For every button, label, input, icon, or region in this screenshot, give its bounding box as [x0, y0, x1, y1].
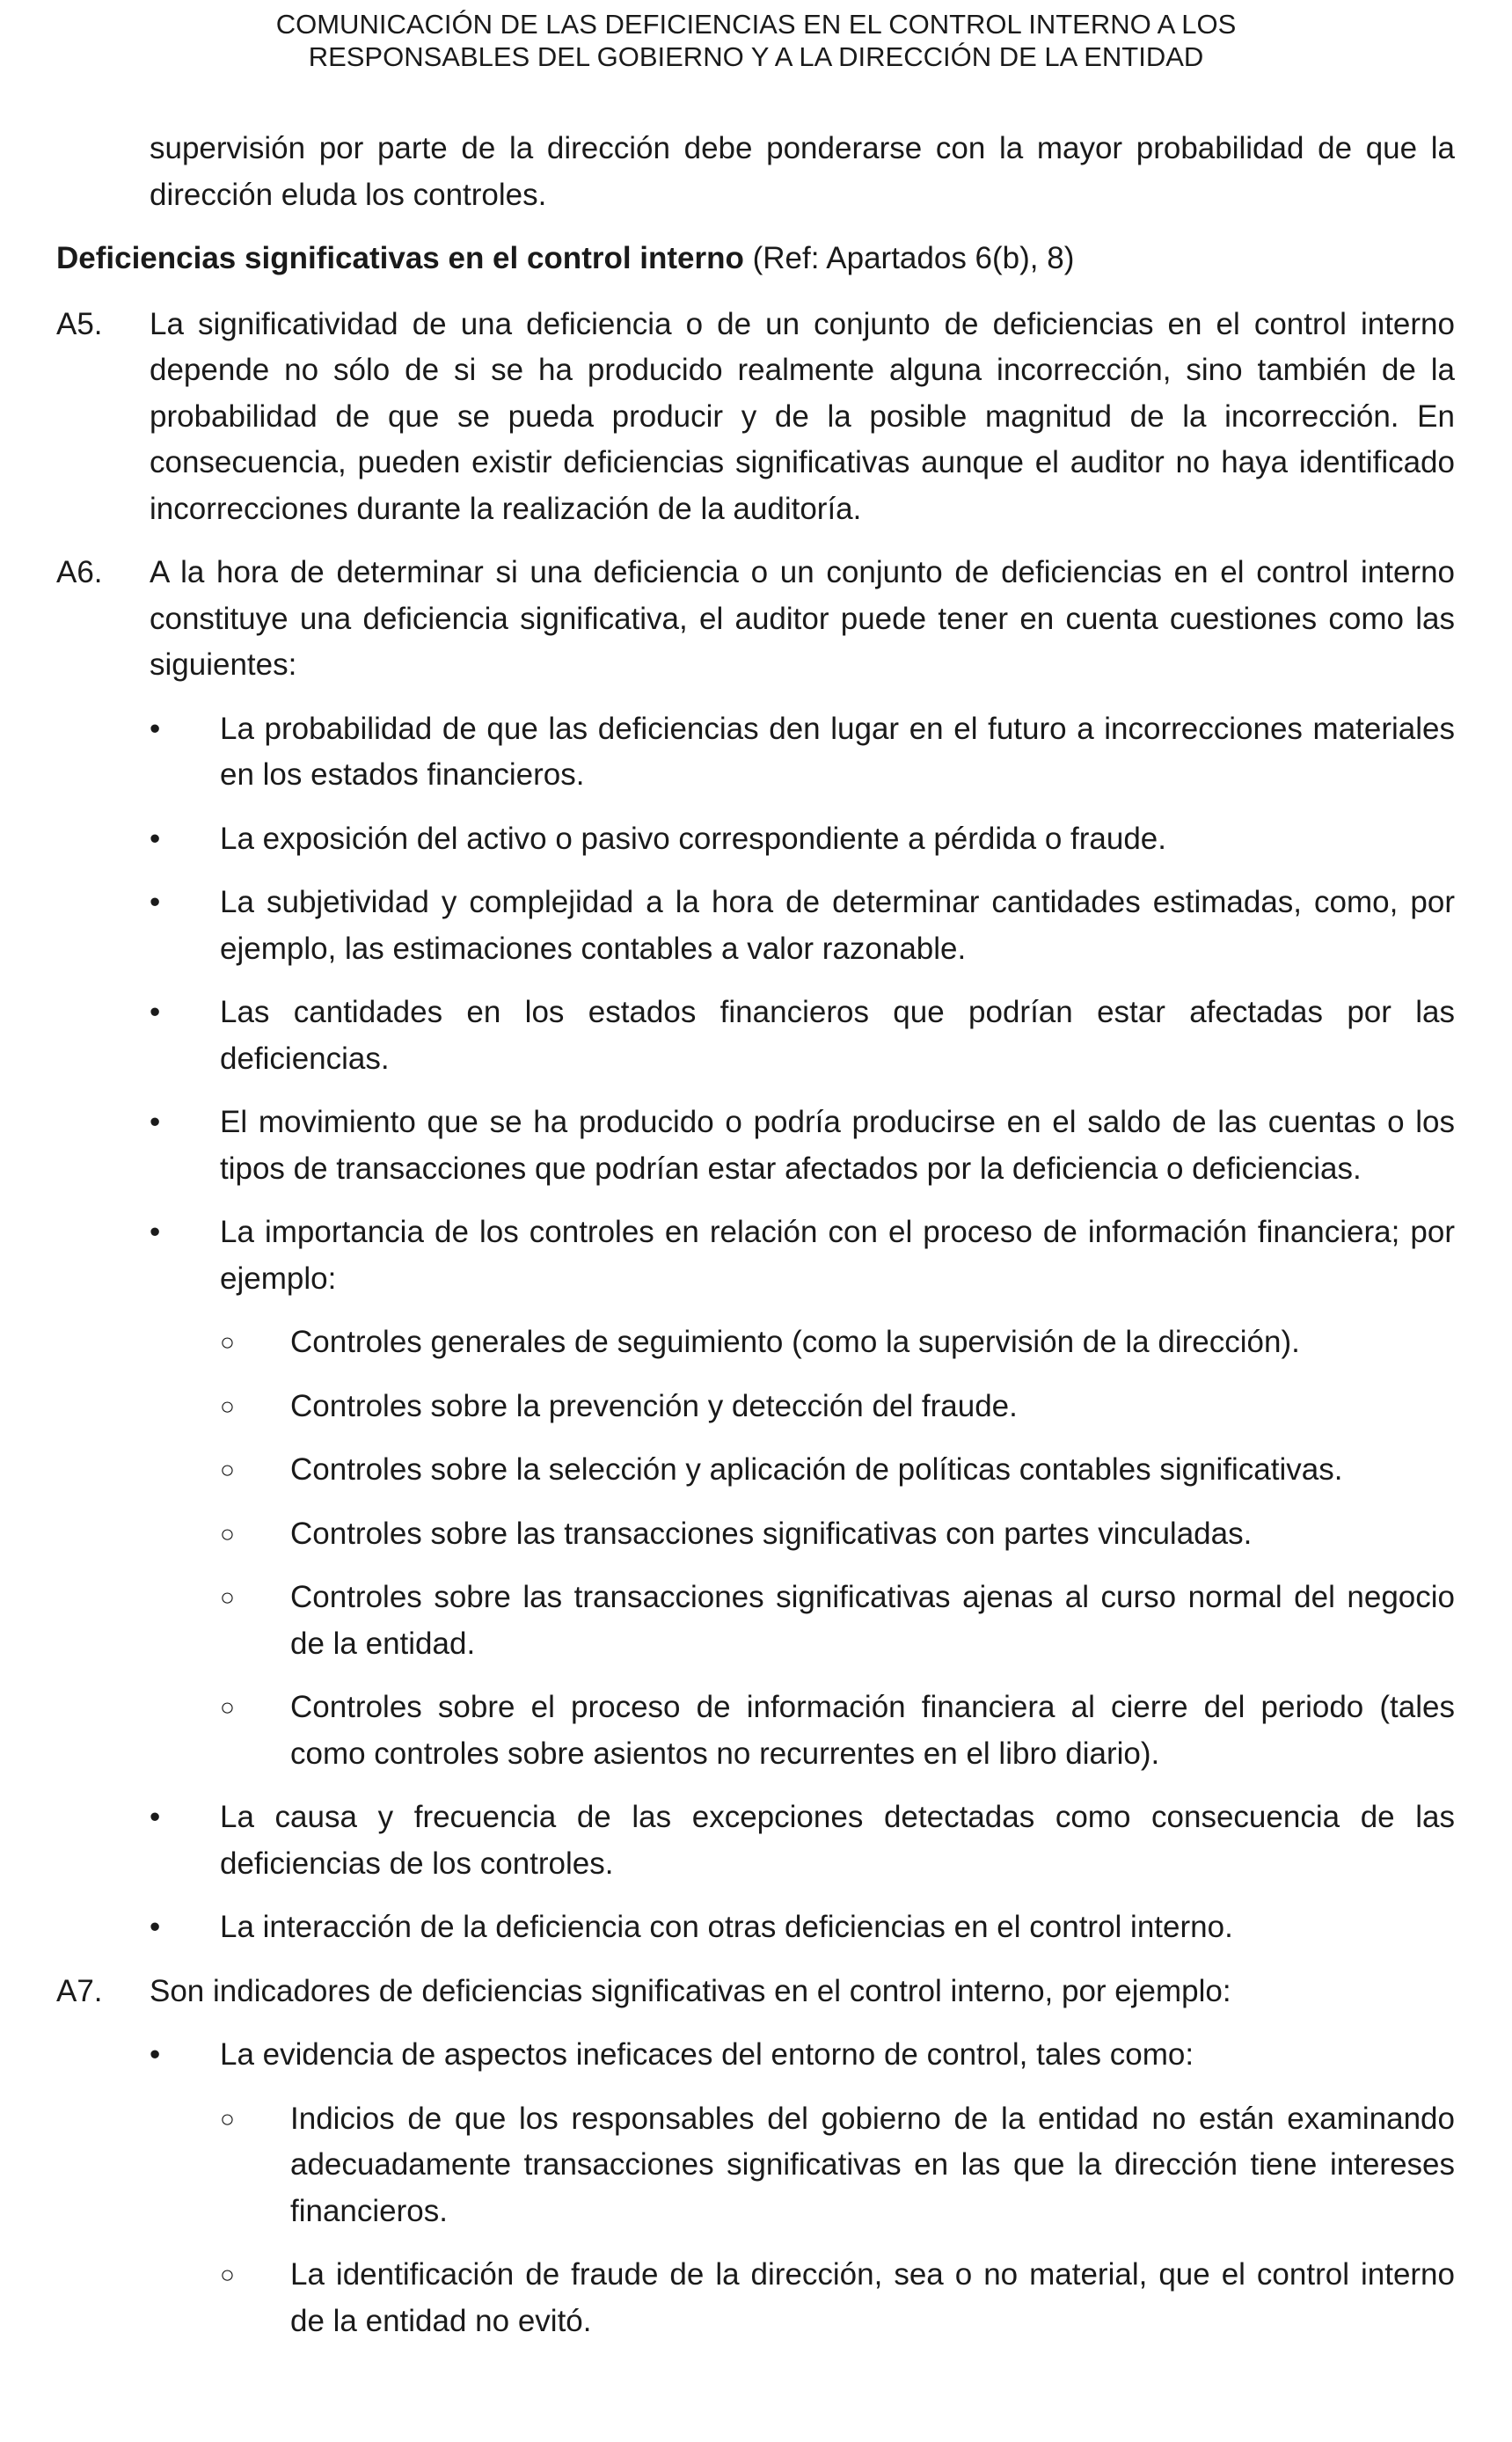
sub-bullet-marker: ○	[220, 1693, 235, 1721]
page-header	[0, 0, 1512, 73]
sub-list-item	[220, 2252, 1455, 2344]
paragraph-number: A6.	[56, 555, 103, 589]
list-item-text: La exposición del activo o pasivo correspondiente a pérdida o fraude.	[220, 821, 1166, 856]
list-item	[150, 706, 1455, 799]
list-item-text: Las cantidades en los estados financieros que podrían estar afectadas por las deficiencias.	[220, 995, 1455, 1076]
sub-list-item-text: La identificación de fraude de la dirección, sea o no material, que el control interno de la entidad no evitó.	[290, 2257, 1455, 2338]
header-line-1: COMUNICACIÓN DE LAS DEFICIENCIAS EN EL CONTROL INTERNO A LOS	[275, 9, 1237, 40]
sub-list-item	[220, 1511, 1455, 1558]
sub-list-item	[220, 1384, 1455, 1430]
sub-bullet-marker: ○	[220, 1456, 235, 1483]
sub-list-item-text: Controles sobre la prevención y detección del fraude.	[290, 1388, 1018, 1423]
bullet-marker: •	[150, 711, 161, 746]
paragraph-text: A la hora de determinar si una deficiencia o un conjunto de deficiencias en el control interno constituye una deficiencia significativa, el auditor puede tener en cuenta cuestiones como las siguientes:	[150, 555, 1455, 682]
bullet-marker: •	[150, 821, 161, 856]
sub-list-item	[220, 1320, 1455, 1366]
sub-bullet-marker: ○	[220, 1328, 235, 1356]
list-item	[150, 880, 1455, 972]
paragraph-number: A7.	[56, 1973, 103, 2008]
sub-list-item-text: Controles sobre la selección y aplicación de políticas contables significativas.	[290, 1452, 1343, 1487]
list-item-text: La subjetividad y complejidad a la hora de determinar cantidades estimadas, como, por ejemplo, las estimaciones contables a valor razonable.	[220, 885, 1455, 966]
paragraph-a7	[56, 1969, 1455, 2015]
sub-bullet-marker: ○	[220, 2261, 235, 2288]
list-item	[150, 990, 1455, 1082]
bullet-marker: •	[150, 1215, 161, 1249]
sub-bullet-marker: ○	[220, 1583, 235, 1611]
paragraph-a5	[56, 302, 1455, 533]
sub-list-item	[220, 1447, 1455, 1494]
section-heading-ref: (Ref: Apartados 6(b), 8)	[743, 241, 1075, 275]
paragraph-a6	[56, 550, 1455, 689]
list-item-text: La evidencia de aspectos ineficaces del entorno de control, tales como:	[220, 2037, 1194, 2072]
continued-paragraph: supervisión por parte de la dirección debe ponderarse con la mayor probabilidad de que la dirección eluda los controles.	[150, 131, 1455, 212]
section-heading-title: Deficiencias significativas en el control interno	[56, 241, 744, 275]
bullet-marker: •	[150, 1105, 161, 1139]
sub-bullet-marker: ○	[220, 2104, 235, 2132]
bullet-marker: •	[150, 995, 161, 1029]
list-item	[150, 2032, 1455, 2079]
list-item	[150, 1795, 1455, 1887]
list-item-text: La causa y frecuencia de las excepciones detectadas como consecuencia de las deficiencias de los controles.	[220, 1800, 1455, 1881]
sub-list-item	[220, 2096, 1455, 2235]
paragraph-number: A5.	[56, 306, 103, 341]
bullet-marker: •	[150, 885, 161, 919]
list-item	[150, 1905, 1455, 1951]
section-heading	[56, 236, 1455, 282]
document-body	[56, 126, 1455, 2362]
bullet-marker: •	[150, 1910, 161, 1944]
bullet-marker: •	[150, 2037, 161, 2072]
sub-list-item	[220, 1685, 1455, 1777]
list-item-text: El movimiento que se ha producido o podría producirse en el saldo de las cuentas o los tipos de transacciones que podrían estar afectados por la deficiencia o deficiencias.	[220, 1105, 1455, 1186]
header-line-2: RESPONSABLES DEL GOBIERNO Y A LA DIRECCIÓN DE LA ENTIDAD	[308, 41, 1204, 72]
list-item-text: La probabilidad de que las deficiencias den lugar en el futuro a incorrecciones materiales en los estados financieros.	[220, 711, 1455, 792]
sub-list-item-text: Indicios de que los responsables del gobierno de la entidad no están examinando adecuadamente transacciones significativas en las que la dirección tiene intereses financieros.	[290, 2101, 1455, 2228]
sub-list-item-text: Controles sobre el proceso de información financiera al cierre del periodo (tales como controles sobre asientos no recurrentes en el libro diario).	[290, 1690, 1455, 1771]
sub-list-item	[220, 1575, 1455, 1667]
list-item-text: La interacción de la deficiencia con otras deficiencias en el control interno.	[220, 1910, 1233, 1944]
list-item	[150, 1210, 1455, 1302]
paragraph-text: La significatividad de una deficiencia o de un conjunto de deficiencias en el control interno depende no sólo de si se ha producido realmente alguna incorrección, sino también de la probabilidad de que se pueda producir y de la posible magnitud de la incorrección. En consecuencia, pueden existir deficiencias significativas aunque el auditor no haya identificado incorrecciones durante la realización de la auditoría.	[150, 306, 1455, 526]
list-item-text: La importancia de los controles en relación con el proceso de información financiera; por ejemplo:	[220, 1215, 1455, 1296]
sub-list-item-text: Controles sobre las transacciones significativas con partes vinculadas.	[290, 1516, 1253, 1551]
sub-list-item-text: Controles sobre las transacciones significativas ajenas al curso normal del negocio de la entidad.	[290, 1580, 1455, 1661]
bullet-marker: •	[150, 1800, 161, 1834]
sub-bullet-marker: ○	[220, 1392, 235, 1420]
sub-list-item-text: Controles generales de seguimiento (como la supervisión de la dirección).	[290, 1325, 1300, 1359]
list-item	[150, 1100, 1455, 1192]
list-item	[150, 816, 1455, 863]
paragraph-text: Son indicadores de deficiencias significativas en el control interno, por ejemplo:	[150, 1973, 1231, 2008]
sub-bullet-marker: ○	[220, 1519, 235, 1547]
